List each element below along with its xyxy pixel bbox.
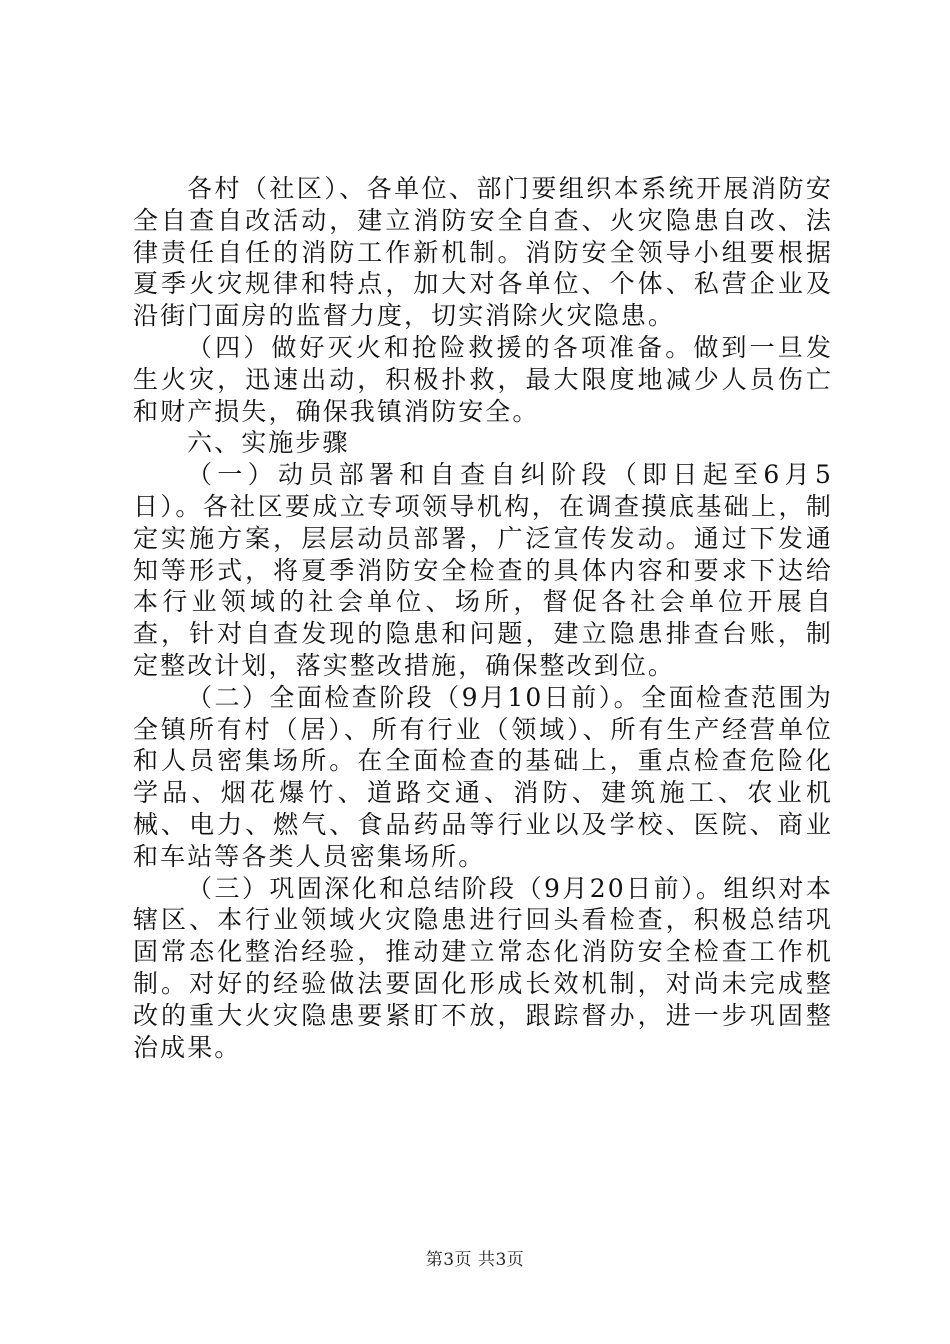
document-body	[133, 173, 833, 1063]
paragraph-firefighting-preparation: （四）做好灭火和抢险救援的各项准备。做到一旦发生火灾，迅速出动，积极扑救，最大限度地减少人员伤亡和财产损失，确保我镇消防安全。	[133, 332, 833, 426]
section-heading-implementation-steps: 六、实施步骤	[187, 428, 350, 458]
paragraph-stage-one: （一）动员部署和自查自纠阶段（即日起至6月5日）。各社区要成立专项领导机构，在调查摸底基础上，制定实施方案，层层动员部署，广泛宣传发动。通过下发通知等形式，将夏季消防安全检查的具体内容和要求下达给本行业领域的社会单位、场所，督促各社会单位开展自查，针对自查发现的隐患和问题，建立隐患排查台账，制定整改计划，落实整改措施，确保整改到位。	[133, 460, 833, 680]
paragraph-stage-three: （三）巩固深化和总结阶段（9月20日前）。组织对本辖区、本行业领域火灾隐患进行回头看检查，积极总结巩固常态化整治经验，推动建立常态化消防安全检查工作机制。对好的经验做法要固化形成长效机制，对尚未完成整改的重大火灾隐患要紧盯不放，跟踪督办，进一步巩固整治成果。	[133, 873, 833, 1062]
page-footer: 第3页 共3页	[425, 1250, 525, 1270]
paragraph-self-inspection: 各村（社区）、各单位、部门要组织本系统开展消防安全自查自改活动，建立消防安全自查、火灾隐患自改、法律责任自任的消防工作新机制。消防安全领导小组要根据夏季火灾规律和特点，加大对各单位、个体、私营企业及沿街门面房的监督力度，切实消除火灾隐患。	[133, 174, 833, 331]
paragraph-stage-two: （二）全面检查阶段（9月10日前）。全面检查范围为全镇所有村（居）、所有行业（领域）、所有生产经营单位和人员密集场所。在全面检查的基础上，重点检查危险化学品、烟花爆竹、道路交通、消防、建筑施工、农业机械、电力、燃气、食品药品等行业以及学校、医院、商业和车站等各类人员密集场所。	[133, 682, 833, 871]
